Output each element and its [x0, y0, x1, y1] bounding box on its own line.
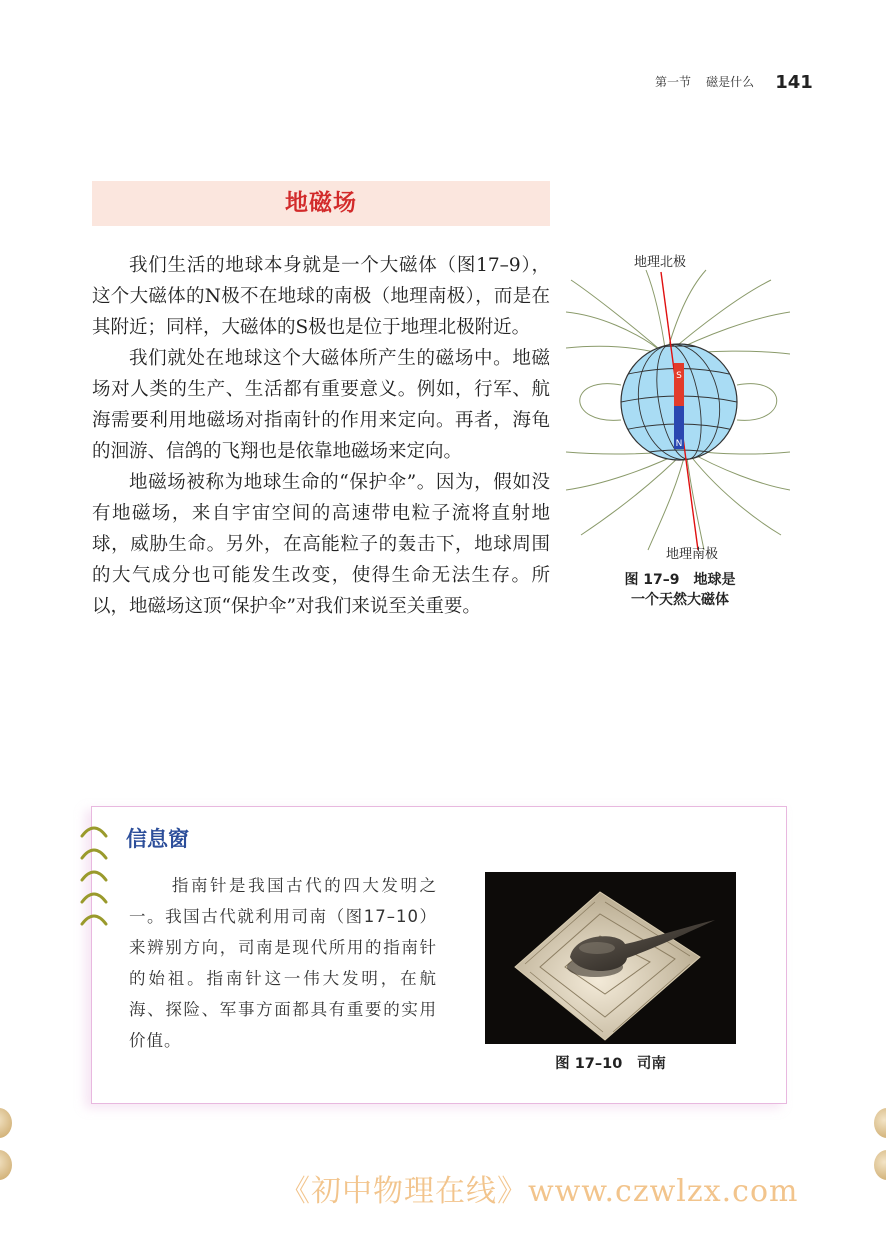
info-window-title: 信息窗 — [126, 827, 189, 851]
caption-line-1: 图 17–9 地球是 — [624, 572, 736, 588]
page-edge-dot-left-top — [0, 1108, 12, 1138]
sinan-photo — [485, 872, 736, 1044]
running-header — [655, 70, 813, 91]
figure-17-9-caption — [600, 570, 760, 610]
label-geographic-south: 地理南极 — [666, 547, 719, 560]
section-title: 地磁场 — [92, 181, 550, 226]
earth-magnetic-field-figure — [566, 250, 790, 560]
paragraph-3: 地磁场被称为地球生命的“保护伞”。因为，假如没有地磁场，来自宇宙空间的高速带电粒子流将直射地球，威胁生命。另外，在高能粒子的轰击下，地球周围的大气成分也可能发生改变，使得生命无法生存。所以，地磁场这顶“保护伞”对我们来说至关重要。 — [92, 472, 550, 617]
section-number: 第一节 — [655, 75, 692, 89]
figure-17-10-caption: 图 17–10 司南 — [555, 1056, 666, 1072]
watermark: 《初中物理在线》www.czwlzx.com — [280, 1174, 799, 1209]
sinan-compass-illustration — [485, 872, 736, 1044]
caption-line-2: 一个天然大磁体 — [631, 592, 729, 608]
chapter-title: 磁是什么 — [706, 75, 755, 89]
magnet-s-label: S — [676, 371, 682, 381]
earth-magnetic-field-diagram — [566, 250, 790, 560]
info-paragraph: 指南针是我国古代的四大发明之一。我国古代就利用司南（图17–10）来辨别方向，司南是现代所用的指南针的始祖。指南针这一伟大发明，在航海、探险、军事方面都具有重要的实用价值。 — [129, 876, 437, 1050]
magnet-s-pole — [674, 363, 684, 406]
page-number: 141 — [775, 72, 813, 93]
page-edge-dot-right-bottom — [874, 1150, 886, 1180]
label-geographic-north: 地理北极 — [634, 255, 687, 270]
paragraph-1: 我们生活的地球本身就是一个大磁体（图17–9），这个大磁体的N极不在地球的南极（地理南极），而是在其附近；同样，大磁体的S极也是位于地理北极附近。 — [92, 255, 550, 338]
magnet-n-label: N — [675, 439, 683, 449]
paragraph-2: 我们就处在地球这个大磁体所产生的磁场中。地磁场对人类的生产、生活都有重要意义。例如，行军、航海需要利用地磁场对指南针的作用来定向。再者，海龟的洄游、信鸽的飞翔也是依靠地磁场来定向。 — [92, 348, 550, 462]
info-window-text — [129, 870, 437, 1056]
page-edge-dot-right-top — [874, 1108, 886, 1138]
page-edge-dot-left-bottom — [0, 1150, 12, 1180]
binder-rings-icon — [76, 820, 112, 930]
body-text — [92, 250, 550, 622]
